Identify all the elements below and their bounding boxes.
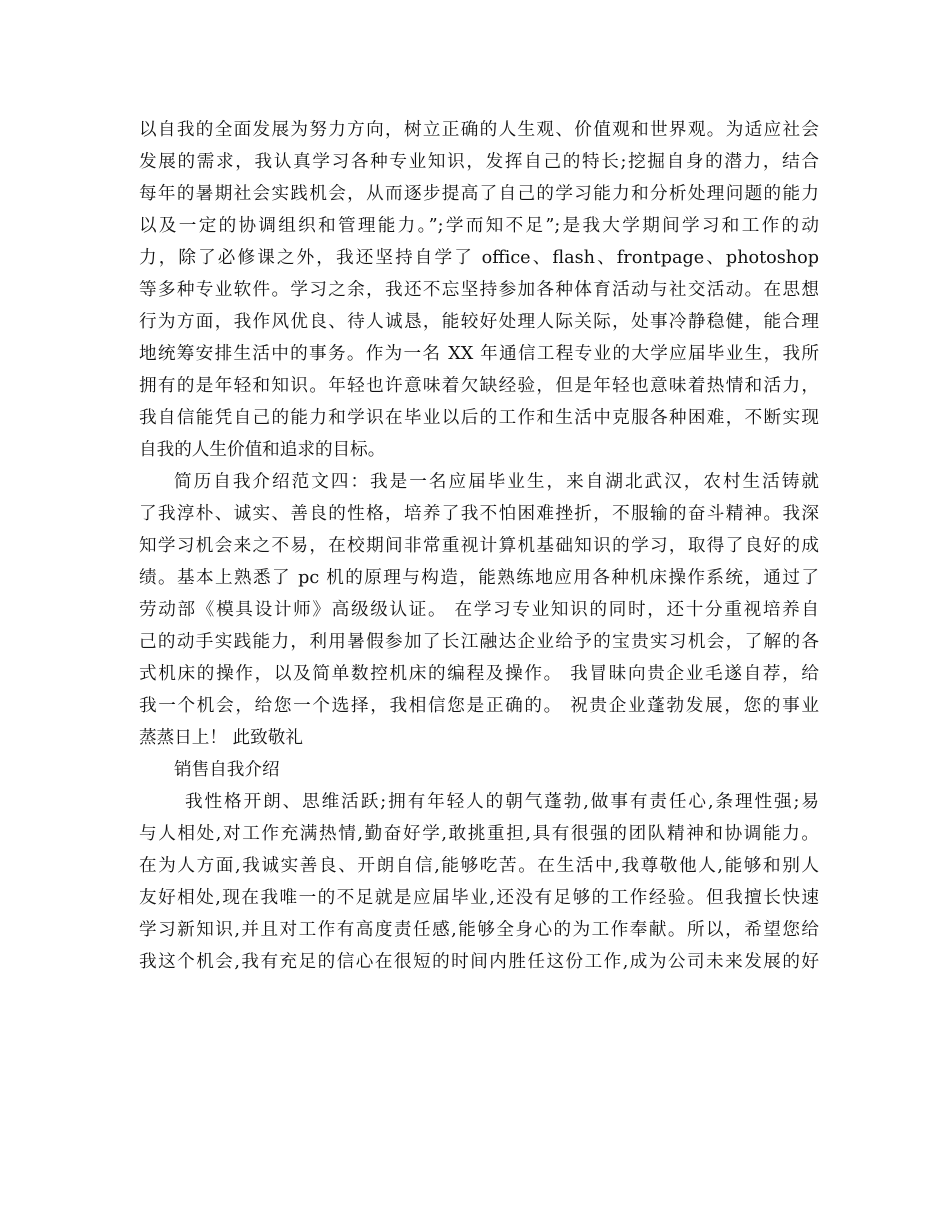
text-line: 己的动手实践能力，利用暑假参加了长江融达企业给予的宝贵实习机会，了解的各 <box>139 632 819 652</box>
text-line: 拥有的是年轻和知识。年轻也许意味着欠缺经验，但是年轻也意味着热情和活力， <box>139 376 819 396</box>
text-line: 行为方面，我作风优良、待人诚恳，能较好处理人际关际，处事冷静稳健，能合理 <box>139 312 819 332</box>
text-line: 绩。基本上熟悉了 pc 机的原理与构造，能熟练地应用各种机床操作系统，通过了 <box>139 568 819 588</box>
text-line: 了我淳朴、诚实、善良的性格，培养了我不怕困难挫折，不服输的奋斗精神。我深 <box>139 504 819 524</box>
paragraph-start-line: 我性格开朗、思维活跃;拥有年轻人的朝气蓬勃,做事有责任心,条理性强;易 <box>185 792 819 812</box>
text-line: 式机床的操作，以及简单数控机床的编程及操作。 我冒昧向贵企业毛遂自荐，给 <box>139 664 819 684</box>
text-line: 在为人方面,我诚实善良、开朗自信,能够吃苦。在生活中,我尊敬他人,能够和别人 <box>139 856 819 876</box>
text-line: 地统筹安排生活中的事务。作为一名 XX 年通信工程专业的大学应届毕业生，我所 <box>139 344 819 364</box>
text-line: 我这个机会,我有充足的信心在很短的时间内胜任这份工作,成为公司未来发展的好 <box>139 952 819 972</box>
text-line: 以自我的全面发展为努力方向，树立正确的人生观、价值观和世界观。为适应社会 <box>139 120 819 140</box>
text-line: 我一个机会，给您一个选择，我相信您是正确的。 祝贵企业蓬勃发展，您的事业 <box>139 696 819 716</box>
text-line: 力，除了必修课之外，我还坚持自学了 office、flash、frontpage、photoshop <box>139 248 819 268</box>
text-line: 发展的需求，我认真学习各种专业知识，发挥自己的特长;挖掘自身的潜力，结合 <box>139 152 819 172</box>
text-line: 我自信能凭自己的能力和学识在毕业以后的工作和生活中克服各种困难，不断实现 <box>139 408 819 428</box>
text-line: 自我的人生价值和追求的目标。 <box>139 440 386 460</box>
section-heading: 销售自我介绍 <box>174 760 280 780</box>
text-line: 蒸蒸日上！ 此致敬礼 <box>139 728 303 748</box>
text-line: 以及一定的协调组织和管理能力。”;学而知不足”;是我大学期间学习和工作的动 <box>139 216 819 236</box>
text-line: 每年的暑期社会实践机会，从而逐步提高了自己的学习能力和分析处理问题的能力 <box>139 184 819 204</box>
text-line: 劳动部《模具设计师》高级级认证。 在学习专业知识的同时，还十分重视培养自 <box>139 600 819 620</box>
paragraph-start-line: 简历自我介绍范文四：我是一名应届毕业生，来自湖北武汉，农村生活铸就 <box>174 472 819 492</box>
text-line: 等多种专业软件。学习之余，我还不忘坚持参加各种体育活动与社交活动。在思想 <box>139 280 819 300</box>
text-line: 与人相处,对工作充满热情,勤奋好学,敢挑重担,具有很强的团队精神和协调能力。 <box>139 824 819 844</box>
text-line: 友好相处,现在我唯一的不足就是应届毕业,还没有足够的工作经验。但我擅长快速 <box>139 888 819 908</box>
text-line: 学习新知识,并且对工作有高度责任感,能够全身心的为工作奉献。所以，希望您给 <box>139 920 819 940</box>
text-line: 知学习机会来之不易，在校期间非常重视计算机基础知识的学习，取得了良好的成 <box>139 536 819 556</box>
